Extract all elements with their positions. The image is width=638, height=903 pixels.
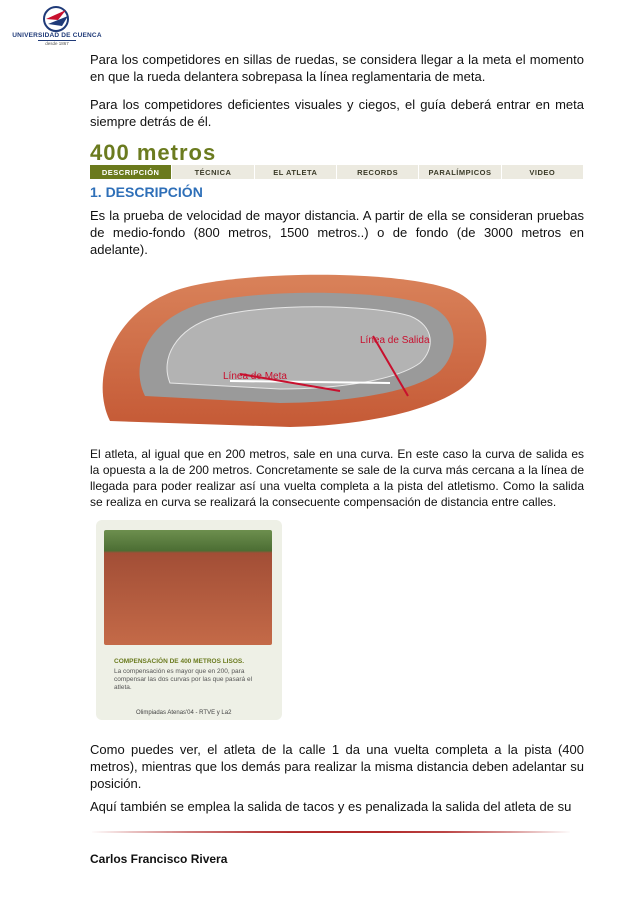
university-logo [10,4,102,54]
caption-title: COMPENSACIÓN DE 400 METROS LISOS. [114,658,245,665]
caption-body: La compensación es mayor que en 200, para compensar las dos curvas por las que pasará el atleta. [114,668,253,691]
paragraph-wheelchair: Para los competidores en sillas de ruedas, se considera llegar a la meta el momento en que la rueda delantera sobrepasa la línea reglamentaria de meta. [90,52,584,84]
logo-name: UNIVERSIDAD DE CUENCA [12,32,102,39]
paragraph-curve-start: El atleta, al igual que en 200 metros, sale en una curva. En este caso la curva de salida es la opuesta a la de 200 metros. Concretamente se sale de la curva más cercana a la línea de llegada para poder realizar así una vuelta completa a la pista del atletismo. Como la salida se realiza en curva se realizará la consecuente compensación de distancia entre calles. [90,447,584,509]
label-linea-salida: Línea de Salida [360,335,430,346]
paragraph-starting-blocks: Aquí también se emplea la salida de tacos y es penalizada la salida del atleta de su [90,799,572,814]
nav-tecnica: TÉCNICA [172,165,254,179]
photo-credit: Olimpiadas Atenas'04 - RTVE y La2 [136,710,232,716]
nav-el-atleta: EL ATLETA [255,165,337,179]
subsection-heading: 1. DESCRIPCIÓN [90,184,203,200]
label-linea-meta: Línea de Meta [223,371,287,382]
compensation-photo [96,520,282,720]
paragraph-lane-one: Como puedes ver, el atleta de la calle 1 da una vuelta completa a la pista (400 metros), mientras que los demás para realizar la misma distancia deben adelantar su posición. [90,742,584,791]
paragraph-description: Es la prueba de velocidad de mayor distancia. A partir de ella se consideran pruebas de medio-fondo (800 metros, 1500 metros..) o de fondo (de 3000 metros en adelante). [90,208,584,257]
footer-rule [90,830,572,834]
footer-author: Carlos Francisco Rivera [90,852,228,866]
section-title: 400 metros [90,140,217,165]
nav-video: VIDEO [502,165,584,179]
nav-paralimpicos: PARALÍMPICOS [419,165,501,179]
logo-since: desde 1867 [45,41,69,46]
track-illustration [90,271,494,431]
nav-descripcion: DESCRIPCIÓN [90,165,172,179]
nav-records: RECORDS [337,165,419,179]
paragraph-visually-impaired: Para los competidores deficientes visuales y ciegos, el guía deberá entrar en meta siempre detrás de él. [90,97,584,129]
section-nav [90,165,584,179]
stadium-photo [104,530,272,645]
